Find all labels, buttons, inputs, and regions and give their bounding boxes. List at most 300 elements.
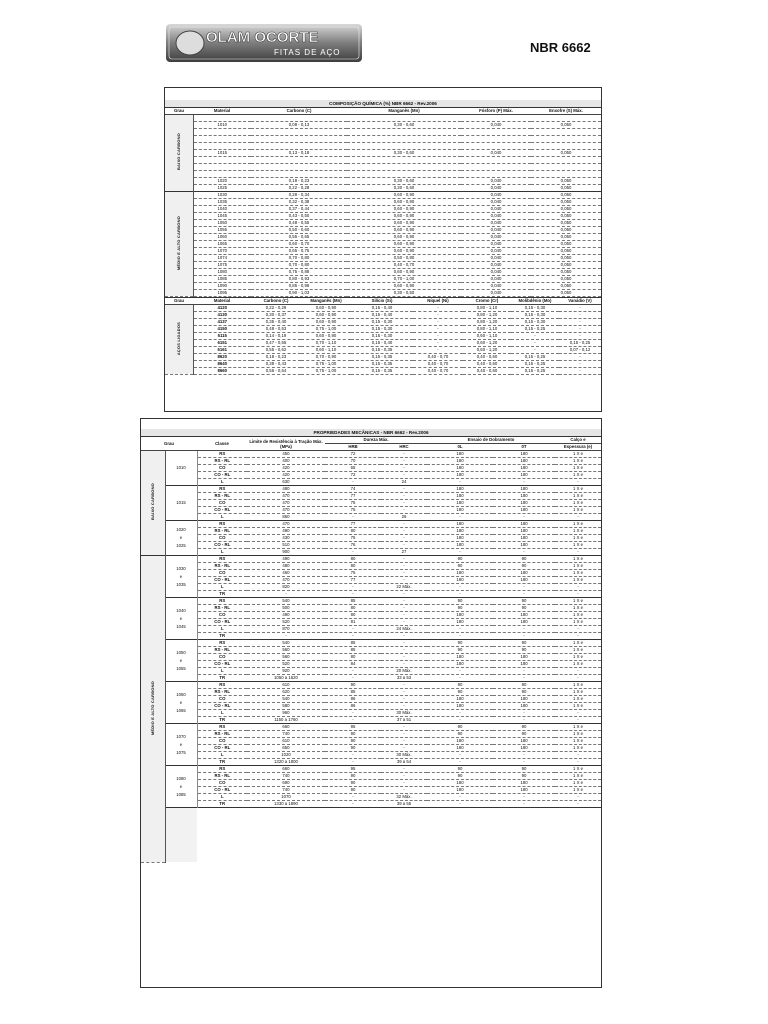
mech-grau: e (179, 573, 183, 579)
mech-value: - (381, 542, 427, 549)
mech-value: - (381, 640, 427, 647)
mech-value: 24 Máx. (381, 626, 427, 633)
alloy-value: - (413, 312, 463, 319)
mech-value: 90 (427, 563, 493, 570)
mech-value: - (493, 794, 555, 801)
alloy-header-2: Carbono (C) (251, 298, 301, 305)
mech-grau: 1030 (176, 565, 186, 571)
mech-value: - (427, 514, 493, 521)
mech-value: 740 (247, 773, 325, 780)
alloy-value: - (559, 305, 601, 312)
alloy-value: - (511, 340, 559, 347)
chem-value: 0,37 - 0,44 (251, 206, 347, 213)
mech-grau-cell (165, 556, 197, 598)
mech-value: RS (197, 766, 247, 773)
mech-value: 490 (247, 556, 325, 563)
mech-value: 740 (247, 787, 325, 794)
mech-value: CO (197, 738, 247, 745)
mech-value: 180 (493, 612, 555, 619)
mech-value: - (381, 731, 427, 738)
mech-value: 75 (325, 500, 381, 507)
chem-material: 1025 (193, 185, 251, 192)
mech-value: 180 (493, 507, 555, 514)
mech-header-0t: 0T (493, 444, 555, 451)
mech-value: 180 (427, 738, 493, 745)
mech-value: - (381, 605, 427, 612)
alloy-value: 0,15 - 0,30 (351, 326, 413, 333)
mech-value: L (197, 584, 247, 591)
mech-value: RS - RL (197, 458, 247, 465)
chem-value: 0,55 - 0,65 (251, 234, 347, 241)
group-alloy-steel: AÇOS LIGADOS (165, 305, 193, 375)
alloy-value: - (413, 326, 463, 333)
mech-value: - (427, 584, 493, 591)
mech-value: - (493, 479, 555, 486)
alloy-value: 8620 (193, 354, 251, 361)
mech-value: - (493, 759, 555, 766)
chem-value: 0,85 - 0,98 (251, 283, 347, 290)
chem-value: 1045 (193, 213, 251, 220)
mech-header-hrb: HRB (325, 444, 381, 451)
mech-value: 180 (493, 577, 555, 584)
mech-grau: e (179, 615, 183, 621)
chem-header-5: Enxofre (S) Máx. (531, 108, 601, 115)
chem-value: 0,43 - 0,50 (251, 213, 347, 220)
mech-value: 75 (325, 570, 381, 577)
alloy-value: 4130 (193, 312, 251, 319)
mech-value: - (555, 675, 601, 682)
chem-value: 1095 (193, 290, 251, 297)
mech-value: RS (197, 556, 247, 563)
alloy-value: 0,80 - 1,20 (463, 319, 511, 326)
mech-value: RS (197, 724, 247, 731)
chem-value: 0,050 (531, 220, 601, 227)
mech-value: - (555, 584, 601, 591)
alloy-value: 0,60 - 0,90 (301, 305, 351, 312)
mech-value: 86 (325, 703, 381, 710)
mech-grau: e (179, 535, 183, 540)
chem-value: 0,30 - 0,60 (347, 178, 461, 185)
mech-value: - (555, 717, 601, 724)
chem-value: 0,040 (461, 248, 531, 255)
mech-value: 90 (325, 787, 381, 794)
mech-value: - (493, 549, 555, 556)
mech-value: TR (197, 633, 247, 640)
alloy-value: 0,18 - 0,23 (251, 354, 301, 361)
mech-value: 470 (247, 507, 325, 514)
mech-value: 1020 (247, 752, 325, 759)
mech-value: 86 (325, 696, 381, 703)
mech-value: 90 (493, 563, 555, 570)
mech-value: 180 (427, 696, 493, 703)
mech-value: 32 Máx. (381, 794, 427, 801)
mech-value: 1 X e (555, 535, 601, 542)
chem-value: 0,13 - 0,18 (251, 150, 347, 157)
mech-header-hrc: HRC (381, 444, 427, 451)
mech-value: - (493, 584, 555, 591)
mech-value: 560 (247, 647, 325, 654)
alloy-value: 0,15 - 0,30 (511, 312, 559, 319)
alloy-value: 0,15 - 0,25 (511, 354, 559, 361)
mech-value: - (555, 626, 601, 633)
mech-value: 1 X e (555, 787, 601, 794)
mech-value: 76 (325, 542, 381, 549)
chem-value: 1035 (193, 199, 251, 206)
chem-value: 1074 (193, 255, 251, 262)
mech-value: 180 (427, 703, 493, 710)
mech-value: 180 (427, 493, 493, 500)
mech-header-grau: Grau (141, 437, 197, 451)
logo-text: OLAM OCORTE (206, 29, 319, 46)
chem-value: 0,040 (461, 122, 531, 129)
mech-value: 1 X e (555, 780, 601, 787)
alloy-value: 0,15 - 0,30 (511, 305, 559, 312)
alloy-value: 0,38 - 0,43 (251, 361, 301, 368)
alloy-value: 5115 (193, 333, 251, 340)
chem-value: 1075 (193, 262, 251, 269)
mech-grau: 1080 (176, 775, 186, 781)
mech-value: 180 (427, 577, 493, 584)
mech-grau: e (179, 699, 183, 705)
chem-header-1: Material (193, 108, 251, 115)
mech-value: 85 (325, 640, 381, 647)
mech-value: 37 a 51 (381, 717, 427, 724)
mech-value: 180 (493, 570, 555, 577)
chem-value: 0,32 - 0,38 (251, 199, 347, 206)
chem-value: 0,050 (531, 241, 601, 248)
mech-value: 180 (493, 493, 555, 500)
mech-value: 90 (427, 766, 493, 773)
mech-header-tensile: Limite de Resistência à Tração Máx. (MPa) (247, 437, 325, 451)
mech-value: 1 X e (555, 542, 601, 549)
mech-value: 80 (325, 605, 381, 612)
mech-value: 80 (325, 556, 381, 563)
alloy-value: 0,40 - 0,60 (463, 354, 511, 361)
mech-value: - (381, 570, 427, 577)
mech-value: TR (197, 675, 247, 682)
mech-value: 1 X e (555, 528, 601, 535)
mech-value: RS (197, 598, 247, 605)
mech-value: 90 (427, 773, 493, 780)
chem-value: 0,050 (531, 248, 601, 255)
mech-value: 610 (247, 682, 325, 689)
mech-value: - (325, 479, 381, 486)
mech-value: - (555, 801, 601, 808)
mech-grau: 1065 (176, 707, 186, 713)
mech-value: 74 (325, 486, 381, 493)
mech-header-dobramento: Ensaio de Dobramento (427, 437, 555, 444)
mech-value: - (381, 521, 427, 528)
chem-value: 0,040 (461, 276, 531, 283)
mech-group-low-carbon: BAIXO CARBONO (141, 451, 165, 556)
alloy-value: 0,80 - 1,10 (463, 305, 511, 312)
chem-value: 0,040 (461, 290, 531, 297)
mech-grau-cell (165, 640, 197, 682)
mech-value: 90 (427, 647, 493, 654)
mech-value: 520 (247, 661, 325, 668)
alloy-value: - (559, 333, 601, 340)
alloy-value: 4137 (193, 319, 251, 326)
mech-value: - (427, 717, 493, 724)
mech-value: 95 (325, 724, 381, 731)
mech-value: 420 (247, 472, 325, 479)
mech-value: - (325, 717, 381, 724)
chem-value: 0,60 - 0,90 (347, 227, 461, 234)
mech-value: CO - RL (197, 507, 247, 514)
mech-value: - (493, 717, 555, 724)
alloy-value: 0,15 - 0,25 (559, 340, 601, 347)
alloy-value: 0,60 - 1,20 (463, 347, 511, 354)
mech-value: 740 (247, 731, 325, 738)
alloy-value: 0,40 - 0,60 (463, 361, 511, 368)
alloy-header-7: Molibdênio (Mo) (511, 298, 559, 305)
mech-value: - (325, 626, 381, 633)
mech-value: 1 X e (555, 458, 601, 465)
alloy-header-0: Grau (165, 298, 193, 305)
chem-value: 0,040 (461, 192, 531, 199)
mech-value: 75 (325, 507, 381, 514)
mech-value: 90 (325, 682, 381, 689)
alloy-value: 0,47 - 0,55 (251, 340, 301, 347)
chem-value: 0,30 - 0,60 (347, 150, 461, 157)
mech-value: 90 (427, 556, 493, 563)
mech-value: - (325, 752, 381, 759)
alloy-value: 0,70 - 1,10 (301, 340, 351, 347)
mech-value: 180 (427, 486, 493, 493)
chem-value: 1090 (193, 283, 251, 290)
mech-value: 1 X e (555, 731, 601, 738)
chem-value: 0,050 (531, 185, 601, 192)
mech-value: 450 (247, 451, 325, 458)
mech-value: RS - RL (197, 563, 247, 570)
alloy-value: 0,15 - 0,35 (351, 368, 413, 375)
mech-value: 90 (325, 731, 381, 738)
mech-value: - (381, 612, 427, 619)
chem-value: 0,70 - 0,80 (251, 262, 347, 269)
mech-value: 180 (427, 451, 493, 458)
mech-value: 1 X e (555, 486, 601, 493)
mech-value: 1 X e (555, 619, 601, 626)
mech-value: - (381, 493, 427, 500)
mech-value: 470 (247, 500, 325, 507)
chem-value: 0,60 - 0,90 (347, 199, 461, 206)
mech-value: 180 (493, 528, 555, 535)
mech-value: - (493, 591, 555, 598)
alloy-value: 0,56 - 0,64 (251, 368, 301, 375)
mech-value: 180 (427, 570, 493, 577)
mech-value: 90 (325, 745, 381, 752)
mech-value: L (197, 514, 247, 521)
alloy-value: 0,15 - 0,35 (351, 347, 413, 354)
alloy-header-8: Vanádio (V) (559, 298, 601, 305)
alloy-value: 0,80 - 1,10 (463, 326, 511, 333)
chem-value: 0,050 (531, 269, 601, 276)
mech-value: 660 (247, 724, 325, 731)
group-low-carbon: BAIXO CARBONO (165, 115, 193, 192)
chem-value: 1080 (193, 269, 251, 276)
mech-value: - (555, 752, 601, 759)
mech-value: 860 (247, 514, 325, 521)
chem-value: 0,30 - 0,60 (347, 122, 461, 129)
mech-value: - (325, 759, 381, 766)
mech-value: - (381, 577, 427, 584)
alloy-value: 4150 (193, 326, 251, 333)
chem-value: 0,28 - 0,34 (251, 192, 347, 199)
alloy-value: 6151 (193, 340, 251, 347)
mech-value: 180 (493, 745, 555, 752)
mech-value: 180 (493, 703, 555, 710)
mech-value: 180 (493, 787, 555, 794)
alloy-value: - (413, 340, 463, 347)
mech-grau: 1020 (176, 527, 186, 532)
mech-value: - (247, 633, 325, 640)
mech-value: - (427, 759, 493, 766)
chem-value: 0,040 (461, 185, 531, 192)
mech-value: CO (197, 696, 247, 703)
mech-value: 1 X e (555, 724, 601, 731)
mech-grau: 1045 (176, 623, 186, 629)
chem-value: 1040 (193, 206, 251, 213)
chem-value: 0,040 (461, 262, 531, 269)
mech-value: - (493, 514, 555, 521)
mech-value: 470 (247, 577, 325, 584)
alloy-value: - (413, 333, 463, 340)
chem-value: 0,040 (461, 234, 531, 241)
chem-value: 0,040 (461, 227, 531, 234)
mech-value: 1 X e (555, 682, 601, 689)
mech-value: 85 (325, 598, 381, 605)
chem-value: 0,040 (461, 283, 531, 290)
chem-header-4: Fósforo (P) Máx. (461, 108, 531, 115)
mech-value: CO (197, 612, 247, 619)
mech-value: 85 (325, 689, 381, 696)
mech-value: TR (197, 591, 247, 598)
alloy-value: 0,15 - 0,25 (511, 368, 559, 375)
alloy-value: 0,15 - 0,30 (351, 333, 413, 340)
chem-value: 1055 (193, 227, 251, 234)
mech-value: L (197, 668, 247, 675)
alloy-value: - (559, 312, 601, 319)
chem-value: 0,30 - 0,50 (347, 290, 461, 297)
chem-value: 0,040 (461, 178, 531, 185)
mech-value: 90 (493, 682, 555, 689)
mech-value: 180 (493, 458, 555, 465)
mech-value: - (555, 514, 601, 521)
chem-value: 1065 (193, 241, 251, 248)
alloy-value: - (559, 361, 601, 368)
mech-value: - (325, 710, 381, 717)
mech-grau: e (179, 741, 183, 747)
mech-value: - (381, 696, 427, 703)
mech-value: 1050 a 1620 (247, 675, 325, 682)
alloy-value: - (511, 347, 559, 354)
chem-value: 0,040 (461, 206, 531, 213)
mech-value: 180 (493, 500, 555, 507)
chem-material: 1015 (193, 150, 251, 157)
alloy-value: 8640 (193, 361, 251, 368)
mech-value: 430 (247, 535, 325, 542)
mech-value: CO - RL (197, 577, 247, 584)
chem-value: 0,040 (461, 220, 531, 227)
chem-value: 0,050 (531, 276, 601, 283)
mech-value: 90 (493, 724, 555, 731)
mech-value: - (381, 619, 427, 626)
mech-value: L (197, 549, 247, 556)
mech-value: - (381, 556, 427, 563)
mech-value: 500 (247, 605, 325, 612)
mech-value: - (555, 794, 601, 801)
chem-table-alloy (165, 297, 601, 375)
company-logo (166, 24, 362, 62)
mech-grau: 1085 (176, 791, 186, 797)
mech-value: 540 (247, 696, 325, 703)
mech-value: 180 (493, 535, 555, 542)
mech-value: 90 (427, 598, 493, 605)
mech-value: RS - RL (197, 493, 247, 500)
mech-value: 560 (247, 654, 325, 661)
mech-value: 72 (325, 472, 381, 479)
mech-value: 400 (247, 458, 325, 465)
mech-grau: 1015 (176, 500, 186, 505)
mech-value: RS (197, 521, 247, 528)
mech-value: L (197, 752, 247, 759)
mech-value: 520 (247, 619, 325, 626)
mech-value: 1 X e (555, 493, 601, 500)
mech-value: 180 (427, 745, 493, 752)
mech-value: RS - RL (197, 773, 247, 780)
group-medium-high-carbon: MÉDIO E ALTO CARBONO (165, 192, 193, 297)
mech-value: 180 (427, 500, 493, 507)
mech-value: 90 (493, 766, 555, 773)
alloy-value: 0,15 - 0,40 (351, 305, 413, 312)
mech-value: 65 (325, 465, 381, 472)
mech-value: 27 (381, 549, 427, 556)
mech-value: 1 X e (555, 521, 601, 528)
mech-value: - (325, 801, 381, 808)
chem-header-3: Manganês (Mn) (347, 108, 461, 115)
mech-table (141, 437, 601, 863)
mech-value: 610 (247, 738, 325, 745)
mech-value: 870 (247, 626, 325, 633)
mech-value: 650 (247, 745, 325, 752)
chem-material: 1010 (193, 122, 251, 129)
mech-value: - (555, 759, 601, 766)
mech-value: RS - RL (197, 647, 247, 654)
chem-title: COMPOSIÇÃO QUÍMICA (%) NBR 6662 - Rev.2006 (165, 100, 601, 108)
mech-value: - (493, 668, 555, 675)
mech-header-classe: Classe (197, 437, 247, 451)
chem-value: 0,50 - 0,80 (347, 255, 461, 262)
mech-value: 1 X e (555, 745, 601, 752)
mech-value: 80 (325, 563, 381, 570)
mech-value: TR (197, 759, 247, 766)
mech-value: 90 (325, 738, 381, 745)
mech-value: 180 (493, 542, 555, 549)
mech-value: - (427, 801, 493, 808)
alloy-value: 0,35 - 0,40 (251, 319, 301, 326)
mech-value: - (493, 626, 555, 633)
mech-value: 180 (493, 486, 555, 493)
mech-value: CO (197, 535, 247, 542)
mech-value: 180 (427, 521, 493, 528)
chem-value: 0,60 - 0,90 (347, 234, 461, 241)
mech-value: - (381, 486, 427, 493)
mech-value: 1 X e (555, 654, 601, 661)
mech-value: - (427, 633, 493, 640)
mech-value: - (325, 549, 381, 556)
mech-value: - (381, 682, 427, 689)
mech-grau: 1070 (176, 733, 186, 739)
